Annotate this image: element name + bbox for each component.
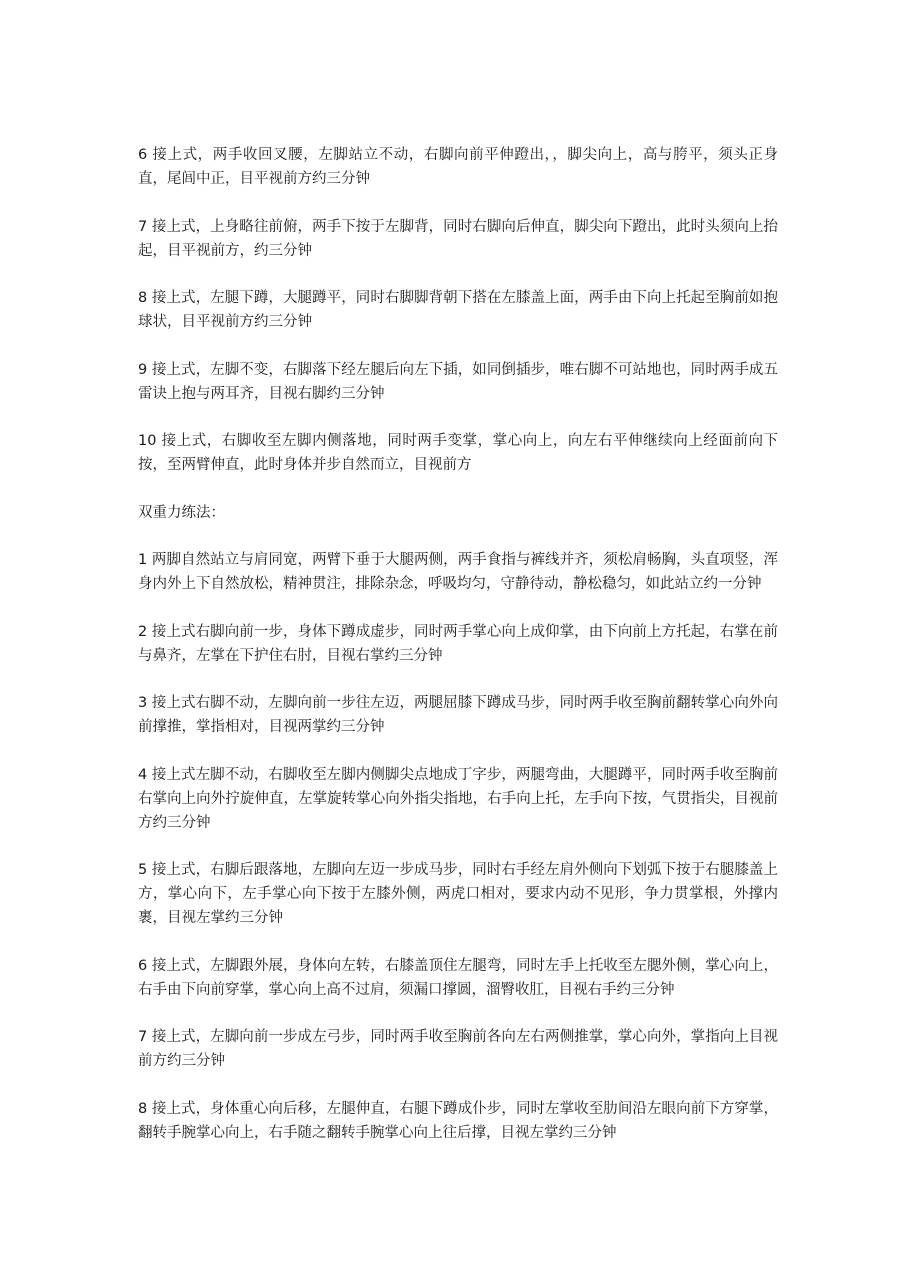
paragraph-dual-step-3: 3 接上式右脚不动，左脚向前一步往左迈，两腿屈膝下蹲成马步，同时两手收至胸前翻转掌心向外向前撑推，掌指相对，目视两掌约三分钟 [138,695,778,735]
section-heading: 双重力练法： [138,504,225,521]
paragraph-dual-step-1: 1 两脚自然站立与肩同宽，两臂下垂于大腿两侧，两手食指与裤线并齐，须松肩畅胸，头直项竖，浑身内外上下自然放松，精神贯注，排除杂念，呼吸均匀，守静待动，静松稳匀，如此站立约一分钟 [138,552,778,592]
paragraph-step-9: 9 接上式，左脚不变，右脚落下经左腿后向左下插，如同倒插步，唯右脚不可站地也，同时两手成五雷诀上抱与两耳齐，目视右脚约三分钟 [138,361,778,402]
paragraph-dual-step-7: 7 接上式，左脚向前一步成左弓步，同时两手收至胸前各向左右两侧推掌，掌心向外，掌指向上目视前方约三分钟 [138,1029,778,1069]
paragraph-dual-step-2: 2 接上式右脚向前一步，身体下蹲成虚步，同时两手掌心向上成仰掌，由下向前上方托起，右掌在前与鼻齐，左掌在下护住右肘，目视右掌约三分钟 [138,623,778,664]
paragraph-step-8: 8 接上式，左腿下蹲，大腿蹲平，同时右脚脚背朝下搭在左膝盖上面，两手由下向上托起至胸前如抱球状，目平视前方约三分钟 [138,290,778,330]
paragraph-dual-step-4: 4 接上式左脚不动，右脚收至左脚内侧脚尖点地成丁字步，两腿弯曲，大腿蹲平，同时两手收至胸前右掌向上向外拧旋伸直，左掌旋转掌心向外指尖指地，右手向上托，左手向下按，气贯指尖，目视前方约三分钟 [138,766,778,831]
paragraph-step-7: 7 接上式，上身略往前俯，两手下按于左脚背，同时右脚向后伸直，脚尖向下蹬出，此时头须向上抬起，目平视前方，约三分钟 [138,218,778,259]
paragraph-step-6: 6 接上式，两手收回叉腰，左脚站立不动，右脚向前平伸蹬出，，脚尖向上，高与胯平，须头正身直，尾闾中正，目平视前方约三分钟 [138,147,778,187]
paragraph-dual-step-5: 5 接上式，右脚后跟落地，左脚向左迈一步成马步，同时右手经左肩外侧向下划弧下按于右腿膝盖上方，掌心向下，左手掌心向下按于左膝外侧，两虎口相对，要求内动不见形，争力贯掌根，外撑内裹，目视左掌约三分钟 [138,862,778,926]
paragraph-dual-step-8: 8 接上式，身体重心向后移，左腿伸直，右腿下蹲成仆步，同时左掌收至肋间沿左眼向前下方穿掌，翻转手腕掌心向上，右手随之翻转手腕掌心向上往后撑，目视左掌约三分钟 [138,1100,778,1141]
document-page [138,143,778,1168]
paragraph-dual-step-6: 6 接上式，左脚跟外展，身体向左转，右膝盖顶住左腿弯，同时左手上托收至左腮外侧，掌心向上，右手由下向前穿掌，掌心向上高不过肩，须漏口撑圆，溜臀收肛，目视右手约三分钟 [138,957,778,998]
paragraph-step-10: 10 接上式，右脚收至左脚内侧落地，同时两手变掌，掌心向上，向左右平伸继续向上经面前向下按，至两臂伸直，此时身体并步自然而立，目视前方 [138,433,778,473]
